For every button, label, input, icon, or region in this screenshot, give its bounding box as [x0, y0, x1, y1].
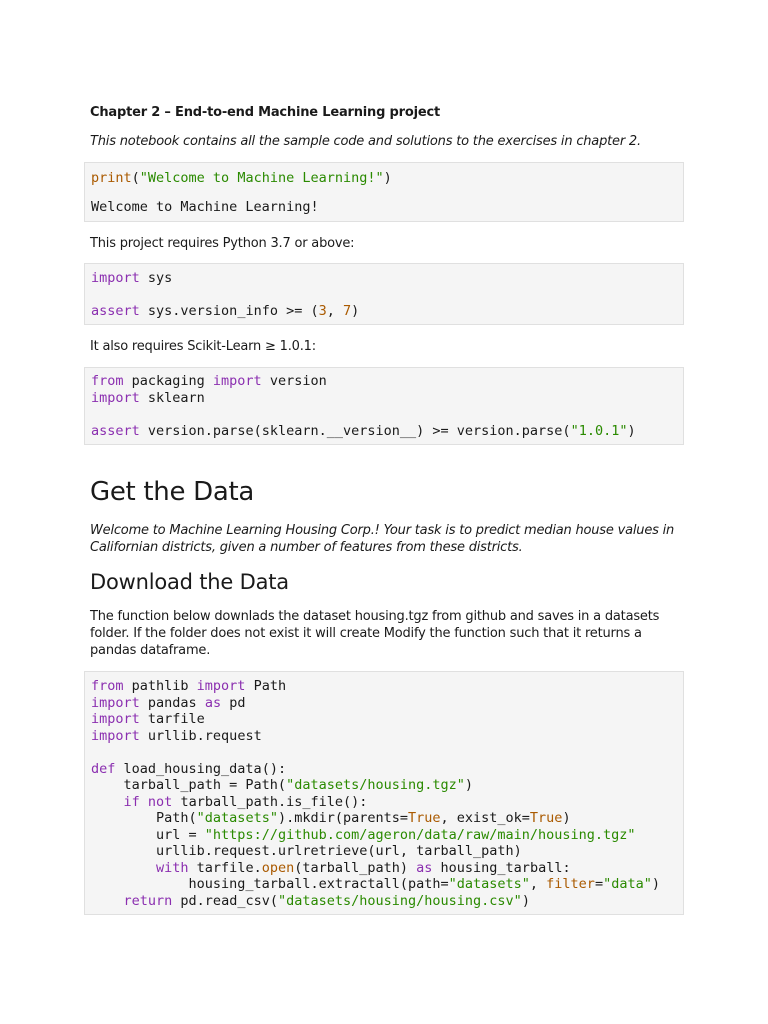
code-text: tarfile.: [188, 859, 262, 876]
module-name: version: [261, 373, 327, 389]
module-name: packaging: [123, 373, 213, 389]
builtin: open: [261, 859, 295, 876]
welcome-string: "Welcome to Machine Learning!": [139, 170, 384, 186]
code-cell-print[interactable]: [84, 162, 684, 222]
download-description: The function below downlads the dataset housing.tgz from github and saves in a datasets folder. If the folder does not exist it will create Modify the function such that it returns a pandas dataframe.: [90, 609, 660, 658]
cell-output: Welcome to Machine Learning!: [91, 199, 319, 215]
keyword: import: [196, 678, 246, 694]
code-text: ).mkdir(parents=: [277, 810, 408, 826]
punct: ): [627, 422, 636, 439]
space: [140, 794, 148, 810]
paren: ): [383, 170, 392, 186]
code-text: pandas: [139, 694, 205, 711]
punct: ): [351, 303, 360, 319]
get-data-text: Welcome to Machine Learning Housing Corp.! Your task is to predict median house values in Californian districts, given a number of features from these districts.: [90, 523, 675, 555]
constant: True: [408, 810, 441, 826]
code-text: ): [562, 810, 571, 826]
code-text: housing_tarball:: [432, 859, 571, 876]
code-text: urllib.request.urlretrieve(url, tarball_path): [91, 843, 522, 859]
code-input[interactable]: [91, 678, 660, 909]
intro-text: This notebook contains all the sample code and solutions to the exercises in chapter 2.: [90, 134, 641, 149]
code-input[interactable]: [91, 270, 359, 320]
code-text: Path(: [91, 810, 197, 826]
code-text: housing_tarball.extractall(path=: [91, 876, 449, 892]
punct: ,: [326, 303, 343, 319]
string: "datasets/housing.tgz": [286, 777, 465, 793]
code-text: ): [521, 892, 530, 909]
code-input[interactable]: [91, 170, 392, 187]
keyword: assert: [91, 303, 140, 319]
keyword: as: [204, 694, 222, 711]
code-text: tarball_path.is_file():: [172, 793, 368, 810]
code-text: pd.read_csv(: [172, 892, 278, 909]
sklearn-requirement-text: It also requires Scikit-Learn ≥ 1.0.1:: [90, 339, 316, 354]
code-text: ): [651, 876, 661, 892]
indent: [91, 893, 124, 909]
code-input[interactable]: [91, 373, 636, 439]
indent: [91, 794, 124, 810]
code-text: =: [594, 876, 604, 892]
heading-get-the-data: Get the Data: [90, 477, 255, 507]
keyword: as: [416, 859, 433, 876]
keyword: import: [91, 727, 140, 744]
paren: (: [131, 170, 140, 186]
keyword: return: [123, 892, 173, 909]
string: "datasets/housing/housing.csv": [277, 892, 522, 909]
chapter-title: Chapter 2 – End-to-end Machine Learning project: [90, 105, 440, 120]
code-text: Path: [245, 678, 287, 694]
module-name: sys: [139, 270, 173, 286]
code-text: , exist_ok=: [440, 810, 530, 826]
code-text: load_housing_data():: [115, 760, 287, 777]
indent: [91, 860, 156, 876]
keyword: if: [123, 793, 140, 810]
code-text: tarball_path = Path(: [91, 777, 287, 793]
module-name: sklearn: [139, 389, 205, 406]
string: "datasets": [196, 810, 278, 826]
print-function: print: [91, 170, 132, 186]
code-text: urllib.request: [139, 727, 262, 744]
keyword: import: [91, 711, 140, 727]
keyword: from: [91, 373, 124, 389]
keyword: import: [91, 389, 140, 406]
code-text: pathlib: [123, 678, 197, 694]
keyword: def: [91, 760, 116, 777]
string: "https://github.com/ageron/data/raw/main/housing.tgz": [204, 826, 636, 843]
expression: sys.version_info >= (: [139, 303, 319, 319]
string: "1.0.1": [570, 422, 628, 439]
expression: version.parse(sklearn.__version__) >= version.parse(: [139, 422, 571, 439]
python-requirement-text: This project requires Python 3.7 or above:: [90, 236, 355, 251]
code-text: tarfile: [139, 711, 205, 727]
string: "datasets": [448, 876, 530, 892]
code-text: pd: [221, 694, 246, 711]
code-cell-sklearn-version[interactable]: [84, 367, 684, 445]
keyword: import: [212, 373, 262, 389]
number: 7: [343, 303, 352, 319]
constant: True: [529, 810, 563, 826]
keyword: with: [156, 859, 189, 876]
code-text: (tarball_path): [294, 859, 417, 876]
builtin: filter: [546, 876, 595, 892]
string: "data": [603, 876, 652, 892]
keyword: import: [91, 270, 140, 286]
code-text: ): [464, 777, 474, 793]
code-cell-load-housing-data[interactable]: [84, 671, 684, 915]
heading-download-the-data: Download the Data: [90, 570, 289, 594]
number: 3: [318, 303, 327, 319]
code-text: ,: [529, 876, 547, 892]
code-cell-python-version[interactable]: [84, 263, 684, 325]
keyword: from: [91, 678, 124, 694]
keyword: not: [147, 793, 173, 810]
keyword: assert: [91, 422, 140, 439]
code-text: url =: [91, 826, 205, 843]
keyword: import: [91, 694, 140, 711]
